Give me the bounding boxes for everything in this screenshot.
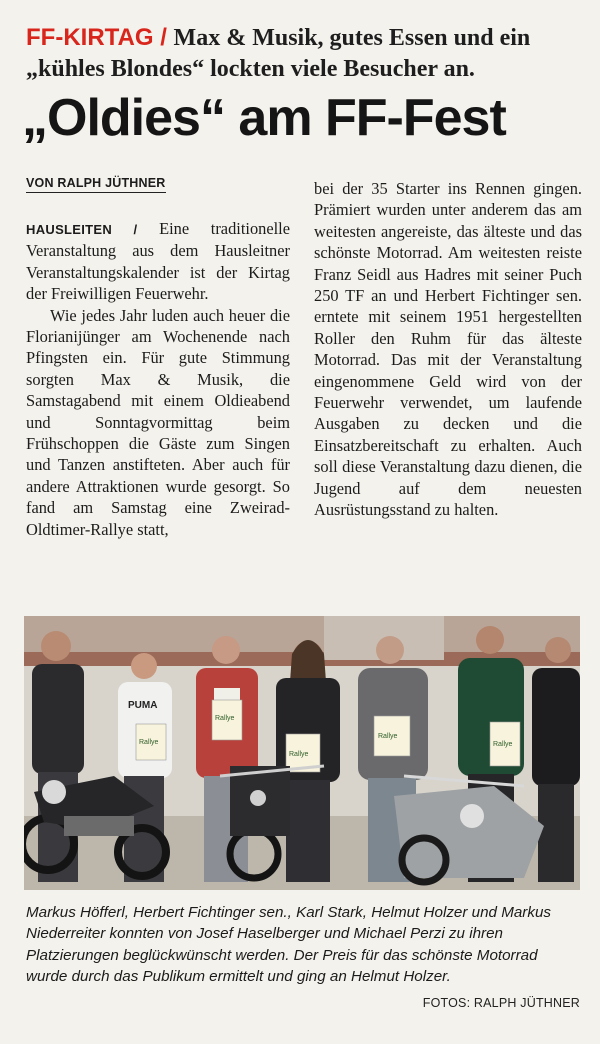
first-paragraph-text: Eine traditionelle Veranstaltung aus dem Hausleitner Veranstaltungskalender ist der Kirtag der Freiwilligen Feuerwehr. <box>26 219 290 304</box>
photo-illustration <box>24 616 580 890</box>
second-paragraph: Wie jedes Jahr luden auch heuer die Florianijünger am Wochenende nach Pfingsten ein. Für gute Stimmung sorgten Max & Musik, die Samstagabend mit einem Oldieabend und Sonntagvormittag beim Frühschoppen die Gäste zum Singen und Tanzen anstifteten. Aber auch für andere Attraktionen wurde gesorgt. So fand am Samstag eine Zweirad-Oldtimer-Rallye statt, <box>26 305 290 539</box>
certificate-text-3: Rallye <box>289 751 309 758</box>
dateline: HAUSLEITEN / <box>26 222 138 237</box>
first-paragraph <box>26 218 290 305</box>
kicker-lead: Max & Musik, gutes Essen und ein „kühles Blondes“ lockten viele Besucher an. <box>26 25 531 82</box>
photo-caption: Markus Höfferl, Herbert Fichtinger sen., Karl Stark, Helmut Holzer und Markus Niederreiter konnten von Josef Haselberger und Michael Perzi zu ihren Platzierungen beglückwünscht werden. Der Preis für das schönste Motorrad wurde durch das Publikum ermittelt und ging an Helmut Holzer. <box>26 904 551 985</box>
kicker-tag: FF-KIRTAG <box>26 24 154 51</box>
certificate-text-1: Rallye <box>139 739 159 746</box>
group-photo <box>24 616 580 890</box>
article-column-left <box>26 218 290 540</box>
certificate-text-5: Rallye <box>493 741 513 748</box>
certificate-text-4: Rallye <box>378 733 398 740</box>
shirt-print: PUMA <box>128 700 158 711</box>
kicker <box>26 22 582 85</box>
right-column-text: bei der 35 Starter ins Rennen gingen. Prämiert wurden unter anderem das am weitesten angereiste, das älteste und das schönste Motorrad. Am weitesten reiste Franz Seidl aus Hadres mit seiner Puch 250 TF an und Herbert Fichtinger sen. erntete mit seinem 1951 hergestellten Roller den Ruhm für das älteste Motorrad. Das mit der Veranstaltung eingenommene Geld wird von der Feuerwehr verwendet, um laufende Ausgaben zu decken und die Einsatzbereitschaft zu erhalten. Auch soll diese Veranstaltung dazu dienen, die Jugend auf dem neuesten Ausrüstungsstand zu halten. <box>314 179 582 520</box>
byline: VON RALPH JÜTHNER <box>26 176 166 193</box>
person-7 <box>532 637 580 882</box>
headline: „Oldies“ am FF-Fest <box>22 89 506 147</box>
certificate-text-2: Rallye <box>215 715 235 722</box>
kicker-separator: / <box>153 24 174 51</box>
photo-credit: FOTOS: RALPH JÜTHNER <box>422 996 580 1010</box>
article-column-right <box>314 178 582 521</box>
